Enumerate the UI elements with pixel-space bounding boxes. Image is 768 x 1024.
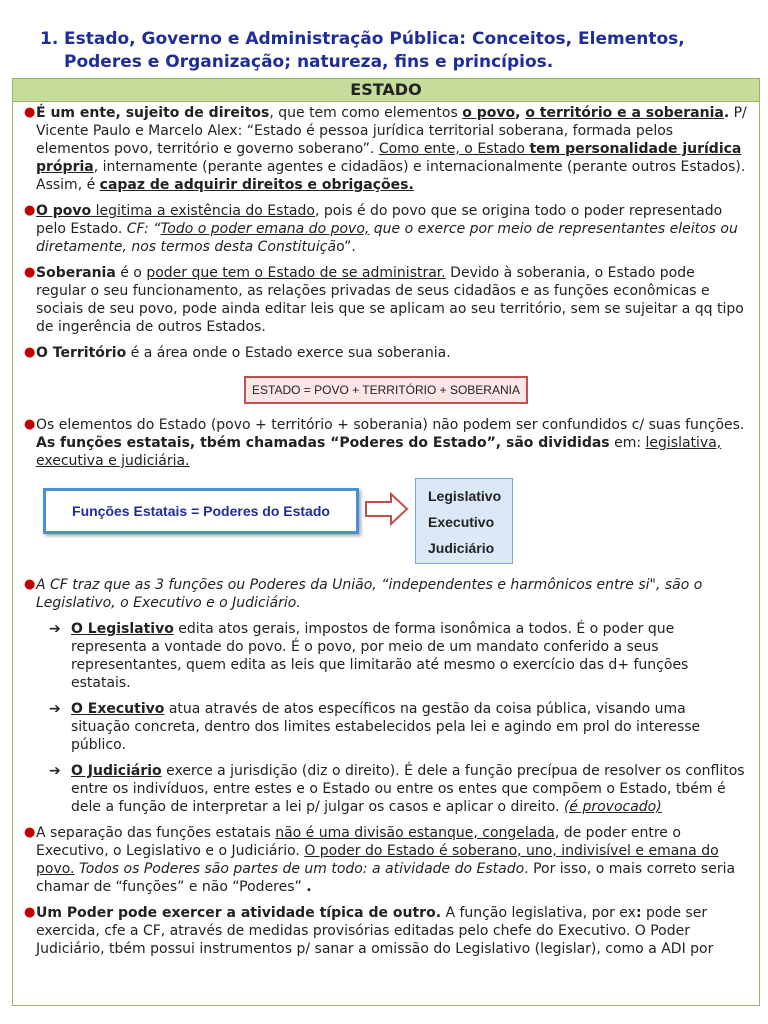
text: atua através de atos específicos na gestão da coisa pública, visando uma situação concreta, dentro dos limites estabelecidos pela lei e agindo em prol do interesse público.	[71, 701, 701, 753]
text: Os elementos do Estado (povo + território + soberania) não podem ser confundidos c/ suas funções.	[36, 417, 745, 433]
section-header: ESTADO	[13, 79, 759, 102]
text: Devido à soberania, o Estado pode regular o seu funcionamento, as relações privadas de seus cidadãos e as funções econômicas e sociais de seu povo, pode ainda editar leis que se aplicam ao seu território, sem se sujeitar a qq tipo de ingerência de outros Estados.	[36, 265, 744, 335]
text: Como ente, o Estado	[378, 141, 530, 157]
paragraph-elementos	[23, 416, 749, 470]
poder-executivo: Executivo	[428, 514, 495, 530]
text-ente: É um ente, sujeito de direitos	[36, 105, 270, 121]
text: Soberania	[36, 265, 116, 281]
formula-container	[23, 376, 749, 404]
paragraph-separacao	[23, 824, 749, 896]
poder-legislativo: Legislativo	[428, 488, 502, 504]
text: , que tem como elementos	[269, 105, 463, 121]
title-line-2: Poderes e Organização; natureza, fins e princípios.	[64, 52, 554, 72]
text: P/ Vicente Paulo e Marcelo Alex: “Estado é pessoa jurídica territorial soberana, formada pelos elementos povo, território e governo soberano”.	[36, 105, 747, 157]
text: O Território	[36, 345, 127, 361]
text: Todos os Poderes são partes de um todo: a atividade do Estado	[74, 861, 525, 877]
title-line-1: Estado, Governo e Administração Pública: Conceitos, Elementos,	[64, 29, 685, 49]
bullet-icon: ●	[24, 905, 36, 920]
item-judiciario	[23, 762, 749, 816]
arrow-icon: ➔	[49, 621, 61, 637]
paragraph-povo	[23, 202, 749, 256]
section-content	[13, 102, 759, 958]
poder-judiciario: Judiciário	[428, 540, 495, 556]
funcoes-estatais-box: Funções Estatais = Poderes do Estado	[43, 488, 359, 534]
text: .	[306, 879, 312, 895]
bullet-icon: ●	[24, 345, 36, 360]
item-legislativo	[23, 620, 749, 692]
poderes-diagram	[23, 478, 749, 570]
text: ,	[515, 105, 526, 121]
title-number: 1.	[40, 29, 59, 49]
poderes-list-box	[415, 478, 513, 564]
text-povo: o povo	[462, 105, 516, 121]
text: o”.	[336, 239, 356, 255]
bullet-icon: ●	[24, 577, 36, 592]
text: O poder do Estado é soberano, uno, indivisível e emana do povo.	[36, 843, 719, 877]
estado-formula: ESTADO = POVO + TERRITÓRIO + SOBERANIA	[244, 376, 528, 404]
text: poder que tem o Estado de se administrar.	[146, 265, 446, 281]
paragraph-territorio	[23, 344, 749, 362]
text: em:	[609, 435, 646, 451]
text: que o exerce por meio de representantes eleitos ou diretamente, nos termos desta Constituiçã	[36, 221, 738, 255]
document-title	[40, 28, 750, 74]
item-executivo	[23, 700, 749, 754]
text: , de poder entre o Executivo, o Legislativo e o Judiciário.	[36, 825, 681, 859]
paragraph-cf-poderes	[23, 576, 749, 612]
arrow-icon: ➔	[49, 701, 61, 717]
arrow-right-icon	[365, 492, 409, 526]
bullet-icon: ●	[24, 417, 36, 432]
text-capaz: capaz de adquirir direitos e obrigações.	[99, 177, 414, 193]
text: A separação das funções estatais	[36, 825, 276, 841]
text: O Legislativo	[71, 621, 174, 637]
text: não é uma divisão estanque, congelada	[275, 825, 555, 841]
text: As funções estatais, tbém chamadas “Poderes do Estado”, são divididas	[36, 435, 610, 451]
text: Um Poder pode exercer a atividade típica de outro.	[36, 905, 442, 921]
text: legitima a existência do Estado	[91, 203, 315, 219]
text: .	[723, 105, 730, 121]
text: legislativa, executiva e judiciária.	[36, 435, 722, 469]
text: pode ser exercida, cfe a CF, através de medidas provisórias editadas pelo chefe do Executivo. O Poder Judiciário, tbém possui instrumentos p/ sanar a omissão do Legislativo (legislar), como a ADI por	[36, 905, 714, 957]
text: , pois é do povo que se origina todo o poder representado pelo Estado.	[36, 203, 723, 237]
text: A função legislativa, por ex	[441, 905, 636, 921]
bullet-icon: ●	[24, 203, 36, 218]
text: (é provocado)	[563, 799, 662, 815]
arrow-icon: ➔	[49, 763, 61, 779]
text-personalidade: tem personalidade jurídica própria	[36, 141, 742, 175]
bullet-icon: ●	[24, 105, 36, 120]
paragraph-soberania	[23, 264, 749, 336]
text: . Por isso, o mais correto seria chamar de “funções” e não “Poderes”	[36, 861, 736, 895]
text-territorio-soberania: o território e a soberania	[525, 105, 724, 121]
text: exerce a jurisdição (diz o direito). É dele a função precípua de resolver os conflitos entre os indivíduos, entre estes e o Estado ou entre os entes que compõem o Estado, tbém é dele a função de interpretar a lei p/ julgar os casos e aplicar o direito.	[71, 763, 745, 815]
text: O Executivo	[71, 701, 165, 717]
text: edita atos gerais, impostos de forma isonômica a todos. É o poder que representa a vontade do povo. É o povo, por meio de um mandato conferido a seus representantes, quem edita as leis que limitarão até mesmo o exercício das d+ funções estatais.	[71, 621, 689, 691]
text: é o	[115, 265, 147, 281]
text: :	[635, 905, 642, 921]
bullet-icon: ●	[24, 265, 36, 280]
estado-section	[12, 78, 760, 1006]
text: Todo o poder emana do povo,	[160, 221, 370, 237]
text: O povo	[36, 203, 92, 219]
text: , internamente (perante agentes e cidadãos) e internacionalmente (perante outros Estados). Assim, é	[36, 159, 746, 193]
text: O Judiciário	[71, 763, 162, 779]
text: A CF traz que as 3 funções ou Poderes da União, “independentes e harmônicos entre si", são o Legislativo, o Executivo e o Judiciário.	[36, 577, 703, 611]
bullet-icon: ●	[24, 825, 36, 840]
text: CF: “	[126, 221, 161, 237]
paragraph-ente	[23, 104, 749, 194]
text: é a área onde o Estado exerce sua soberania.	[126, 345, 451, 361]
paragraph-poder-atipico	[23, 904, 749, 958]
